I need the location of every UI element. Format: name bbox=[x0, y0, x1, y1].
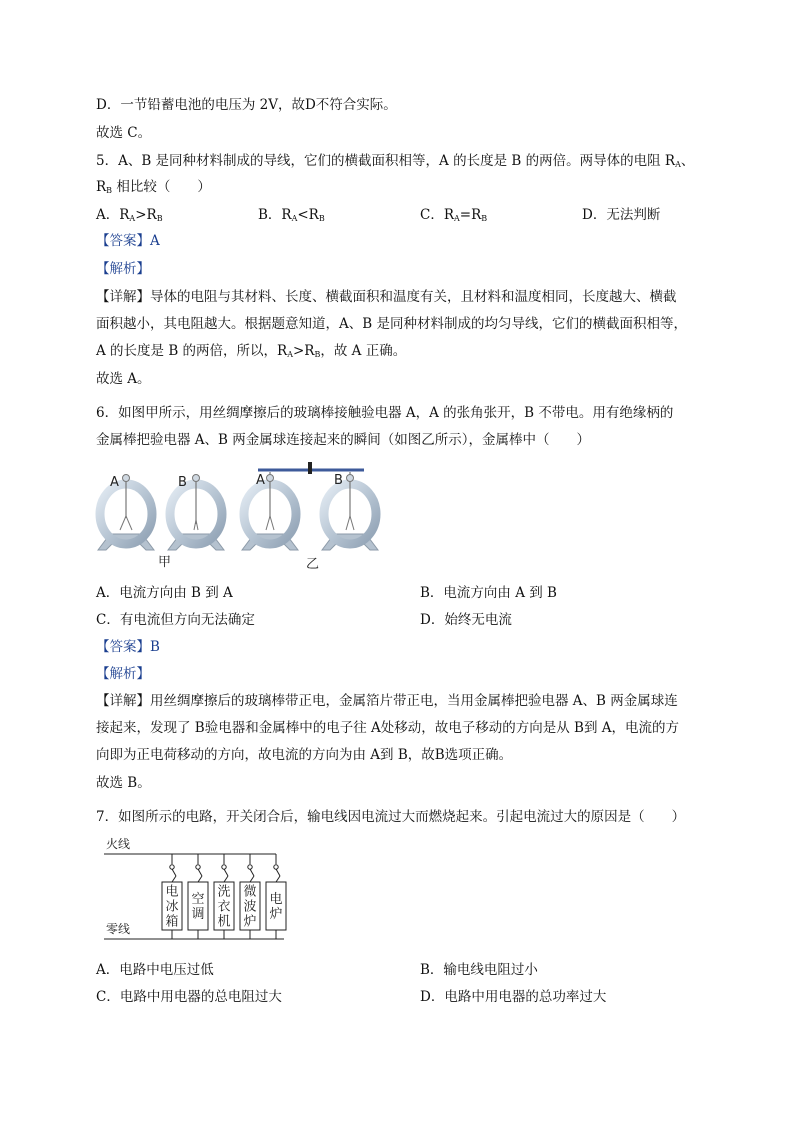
electroscope-a bbox=[98, 475, 154, 551]
appliance-branch bbox=[266, 854, 286, 939]
text-line: 故选 C。 bbox=[96, 125, 152, 141]
label-a: A bbox=[110, 475, 119, 490]
switch-lever bbox=[224, 869, 228, 876]
analysis-6-line: 接起来，发现了 B验电器和金属棒中的电子往 A处移动，故电子移动的方向是从 B到 A，电流的方 bbox=[96, 720, 680, 736]
question-5-stem-cont: $R_B$ 相比较（ ） bbox=[96, 179, 211, 195]
appliance-label-char: 电 bbox=[269, 892, 283, 907]
caption-yi: 乙 bbox=[306, 557, 320, 572]
branch-wire bbox=[172, 876, 176, 882]
analysis-5-line: 面积越小，其电阻越大。根据题意知道，A、B 是同种材料制成的均匀导线，它们的横截面积相等， bbox=[96, 316, 687, 332]
question-5-option-c: C．$R_A=R_B$ bbox=[420, 207, 488, 223]
switch-lever bbox=[276, 869, 280, 876]
question-7-stem: 7．如图所示的电路，开关闭合后，输电线因电流过大而燃烧起来。引起电流过大的原因是（ ） bbox=[96, 809, 686, 825]
question-6-option-c: C．有电流但方向无法确定 bbox=[96, 612, 255, 628]
appliance-label-char: 洗 bbox=[217, 884, 231, 900]
analysis-6-line: 向即为正电荷移动的方向，故电流的方向为由 A到 B，故B选项正确。 bbox=[96, 747, 513, 763]
electroscope-b bbox=[168, 475, 224, 551]
switch-lever bbox=[250, 869, 254, 876]
text-line: 故选 B。 bbox=[96, 775, 151, 791]
question-5-option-d: D．无法判断 bbox=[582, 207, 661, 223]
question-5-option-b: B．$R_A<R_B$ bbox=[258, 207, 325, 223]
electroscope-figure bbox=[92, 458, 382, 576]
appliance-branch bbox=[188, 854, 208, 939]
caption-jia: 甲 bbox=[158, 555, 172, 570]
branch-wire bbox=[198, 876, 202, 882]
neutral-wire-label: 零线 bbox=[106, 922, 131, 936]
analysis-6-line: 【详解】用丝绸摩擦后的玻璃棒带正电，金属箔片带正电，当用金属棒把验电器 A、B 两金属球连 bbox=[96, 693, 678, 709]
question-6-option-b: B．电流方向由 A 到 B bbox=[420, 585, 557, 601]
label-a: A bbox=[256, 473, 265, 488]
switch-contact bbox=[196, 865, 200, 869]
fire-wire-label: 火线 bbox=[106, 837, 131, 851]
analysis-5-heading: 【解析】 bbox=[96, 261, 150, 277]
appliance-label-char: 空 bbox=[191, 892, 205, 907]
appliance-label-char: 冰 bbox=[165, 899, 179, 915]
question-7-option-d: D．电路中用电器的总功率过大 bbox=[420, 989, 607, 1005]
branch-wire bbox=[224, 876, 228, 882]
branch-wire bbox=[250, 876, 254, 882]
analysis-5-line: 【详解】导体的电阻与其材料、长度、横截面积和温度有关，且材料和温度相同，长度越大、横截 bbox=[96, 289, 677, 305]
question-5-option-a: A．$R_A>R_B$ bbox=[96, 207, 163, 223]
appliance-branch bbox=[214, 854, 234, 939]
question-6-stem: 6．如图甲所示，用丝绸摩擦后的玻璃棒接触验电器 A，A 的张角张开，B 不带电。用有绝缘柄的 bbox=[96, 405, 674, 421]
appliance-branch bbox=[240, 854, 260, 939]
question-7-option-b: B．输电线电阻过小 bbox=[420, 962, 538, 978]
answer-5: 【答案】A bbox=[96, 233, 160, 249]
electroscope-b-2 bbox=[322, 472, 378, 550]
switch-contact bbox=[222, 865, 226, 869]
insulated-handle bbox=[308, 462, 312, 474]
appliance-label-char: 炉 bbox=[243, 914, 257, 930]
analysis-5-line: A 的长度是 B 的两倍，所以，$R_A>R_B$，故 A 正确。 bbox=[96, 343, 407, 359]
appliance-label-char: 波 bbox=[243, 899, 257, 915]
text-line: 故选 A。 bbox=[96, 371, 151, 387]
appliance-label-char: 机 bbox=[217, 914, 231, 930]
appliance-label-char: 箱 bbox=[165, 914, 179, 930]
appliance-label-char: 衣 bbox=[217, 899, 231, 915]
text-line: D．一节铅蓄电池的电压为 2V，故D不符合实际。 bbox=[96, 97, 397, 113]
label-b: B bbox=[334, 473, 343, 488]
switch-lever bbox=[172, 869, 176, 876]
appliance-label-char: 微 bbox=[243, 884, 257, 900]
label-b: B bbox=[178, 475, 187, 490]
question-5-stem: 5．A、B 是同种材料制成的导线，它们的横截面积相等，A 的长度是 B 的两倍。两导体的电阻 $R_A$、 bbox=[96, 153, 695, 169]
question-6-option-d: D．始终无电流 bbox=[420, 612, 512, 628]
branch-wire bbox=[276, 876, 280, 882]
question-6-option-a: A．电流方向由 B 到 A bbox=[96, 585, 233, 601]
electroscope-a-2 bbox=[242, 472, 298, 550]
appliance-label-char: 电 bbox=[165, 884, 179, 900]
question-7-option-c: C．电路中用电器的总电阻过大 bbox=[96, 989, 282, 1005]
switch-contact bbox=[170, 865, 174, 869]
analysis-6-heading: 【解析】 bbox=[96, 666, 150, 682]
answer-6: 【答案】B bbox=[96, 639, 160, 655]
appliance-label-char: 炉 bbox=[269, 907, 283, 922]
appliance-branch bbox=[162, 854, 182, 939]
switch-contact bbox=[248, 865, 252, 869]
switch-lever bbox=[198, 869, 202, 876]
question-7-option-a: A．电路中电压过低 bbox=[96, 962, 214, 978]
question-6-stem-cont: 金属棒把验电器 A、B 两金属球连接起来的瞬间（如图乙所示），金属棒中（ ） bbox=[96, 432, 591, 448]
appliance-label-char: 调 bbox=[191, 907, 205, 922]
circuit-diagram bbox=[100, 834, 310, 946]
switch-contact bbox=[274, 865, 278, 869]
